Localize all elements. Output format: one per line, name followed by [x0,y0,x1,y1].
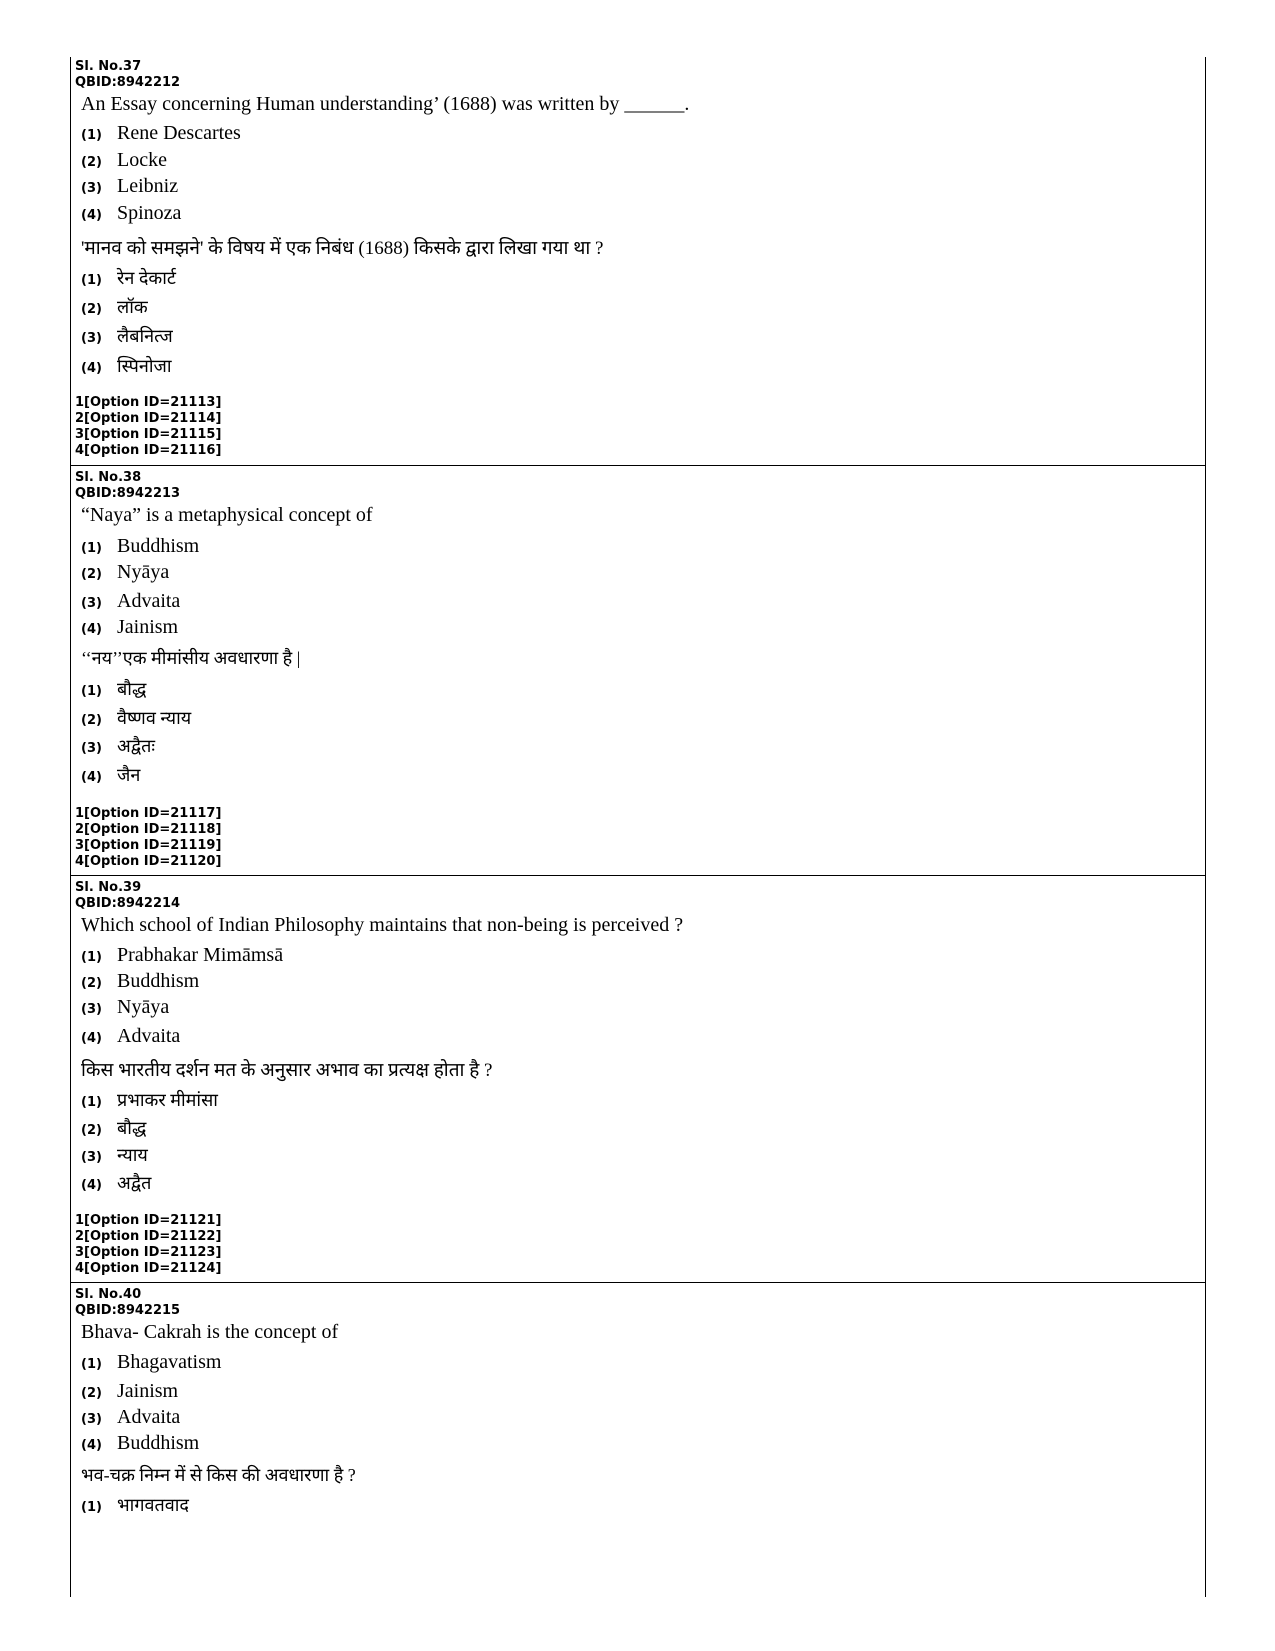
qbid: QBID:8942215 [75,1303,181,1318]
option-text: Jainism [117,1380,179,1402]
option-number: (1) [81,1357,102,1372]
option-text: Nyāya [117,561,170,583]
serial-number: Sl. No.38 [75,470,142,485]
option-number: (4) [81,770,102,785]
option-id: 1[Option ID=21121] [75,1213,222,1228]
option-number: (4) [81,622,102,637]
hindi-option-2 [81,706,191,730]
option-id: 1[Option ID=21117] [75,806,222,821]
english-question: “Naya” is a metaphysical concept of [81,504,373,526]
hindi-option-4 [81,354,172,378]
option-text: जैन [117,765,141,785]
option-text: Bhagavatism [117,1351,222,1373]
qbid: QBID:8942214 [75,896,181,911]
english-option-1 [81,1351,221,1374]
question-block-39 [71,875,1205,1282]
option-id: 4[Option ID=21120] [75,854,222,869]
english-option-2 [81,149,167,172]
question-block-38 [71,465,1205,875]
option-id: 3[Option ID=21115] [75,427,222,442]
option-number: (3) [81,741,102,756]
option-number: (3) [81,181,102,196]
option-number: (2) [81,713,102,728]
hindi-option-1 [81,1493,189,1517]
option-number: (3) [81,331,102,346]
option-text: लैबनित्ज [117,326,173,346]
hindi-question: किस भारतीय दर्शन मत के अनुसार अभाव का प्रत्यक्ष होता है ? [81,1060,493,1081]
english-question: Which school of Indian Philosophy maintains that non-being is perceived ? [81,914,684,936]
option-text: वैष्णव न्याय [117,708,192,728]
option-id: 1[Option ID=21113] [75,395,222,410]
option-text: रेन देकार्ट [117,268,176,288]
option-text: Buddhism [117,535,200,557]
english-option-2 [81,970,199,993]
option-number: (1) [81,950,102,965]
option-text: भागवतवाद [117,1495,189,1515]
option-text: Jainism [117,616,179,638]
option-text: Buddhism [117,1432,200,1454]
english-option-3 [81,590,180,613]
option-text: बौद्ध [117,1118,147,1138]
hindi-option-2 [81,295,148,319]
english-option-1 [81,535,199,558]
option-id: 3[Option ID=21119] [75,838,222,853]
english-option-2 [81,561,169,584]
hindi-option-3 [81,734,155,758]
english-option-3 [81,996,169,1019]
option-text: अद्वैत [117,1173,152,1193]
option-number: (1) [81,273,102,288]
option-number: (2) [81,1123,102,1138]
hindi-option-4 [81,763,140,787]
option-number: (3) [81,1002,102,1017]
hindi-option-1 [81,677,146,701]
option-text: अद्वैतः [117,736,155,756]
option-id: 3[Option ID=21123] [75,1245,222,1260]
option-text: Spinoza [117,202,182,224]
option-number: (4) [81,208,102,223]
option-id: 4[Option ID=21116] [75,443,222,458]
english-option-3 [81,175,178,198]
option-number: (1) [81,541,102,556]
option-text: Nyāya [117,996,170,1018]
hindi-question: 'मानव को समझने' के विषय में एक निबंध (1688) किसके द्वारा लिखा गया था ? [81,238,604,259]
option-number: (2) [81,302,102,317]
english-option-3 [81,1406,180,1429]
option-text: Rene Descartes [117,122,241,144]
question-block-37 [71,57,1205,465]
option-number: (2) [81,567,102,582]
english-option-1 [81,122,241,145]
option-text: बौद्ध [117,679,147,699]
option-id: 2[Option ID=21122] [75,1229,222,1244]
option-text: Advaita [117,590,181,612]
option-text: न्याय [117,1145,148,1165]
english-option-4 [81,202,181,225]
option-number: (2) [81,155,102,170]
qbid: QBID:8942212 [75,75,181,90]
option-text: लॉक [117,297,148,317]
hindi-option-1 [81,266,176,290]
option-text: Locke [117,149,167,171]
serial-number: Sl. No.39 [75,880,142,895]
hindi-option-3 [81,1143,148,1167]
hindi-option-2 [81,1116,146,1140]
option-number: (3) [81,1412,102,1427]
english-option-4 [81,1025,180,1048]
english-option-4 [81,616,178,639]
hindi-question: ‘‘नय’’एक मीमांसीय अवधारणा है | [81,648,301,668]
question-paper-frame [70,57,1206,1597]
english-question: An Essay concerning Human understanding’ (1688) was written by ______. [81,93,690,115]
option-number: (3) [81,1150,102,1165]
option-number: (1) [81,1095,102,1110]
english-option-1 [81,944,283,967]
qbid: QBID:8942213 [75,486,181,501]
option-number: (4) [81,361,102,376]
english-option-2 [81,1380,178,1403]
option-number: (3) [81,596,102,611]
option-text: Leibniz [117,175,179,197]
english-option-4 [81,1432,199,1455]
question-block-40 [71,1282,1205,1597]
option-number: (2) [81,1386,102,1401]
option-text: Advaita [117,1025,181,1047]
option-text: स्पिनोजा [117,356,172,376]
option-number: (2) [81,976,102,991]
option-number: (4) [81,1438,102,1453]
hindi-question: भव-चक्र निम्न में से किस की अवधारणा है ? [81,1465,356,1485]
option-number: (4) [81,1178,102,1193]
option-text: Prabhakar Mimāmsā [117,944,284,966]
option-id: 4[Option ID=21124] [75,1261,222,1276]
option-text: Advaita [117,1406,181,1428]
option-id-list [71,395,221,459]
hindi-option-4 [81,1171,151,1195]
option-number: (1) [81,684,102,699]
option-number: (4) [81,1031,102,1046]
option-number: (1) [81,1500,102,1515]
option-text: Buddhism [117,970,200,992]
serial-number: Sl. No.40 [75,1287,142,1302]
serial-number: Sl. No.37 [75,59,142,74]
hindi-option-3 [81,324,173,348]
option-id-list [71,1213,221,1277]
option-id-list [71,806,221,870]
option-id: 2[Option ID=21118] [75,822,222,837]
english-question: Bhava- Cakrah is the concept of [81,1321,339,1343]
hindi-option-1 [81,1088,218,1112]
option-number: (1) [81,128,102,143]
option-id: 2[Option ID=21114] [75,411,222,426]
option-text: प्रभाकर मीमांसा [117,1090,218,1110]
